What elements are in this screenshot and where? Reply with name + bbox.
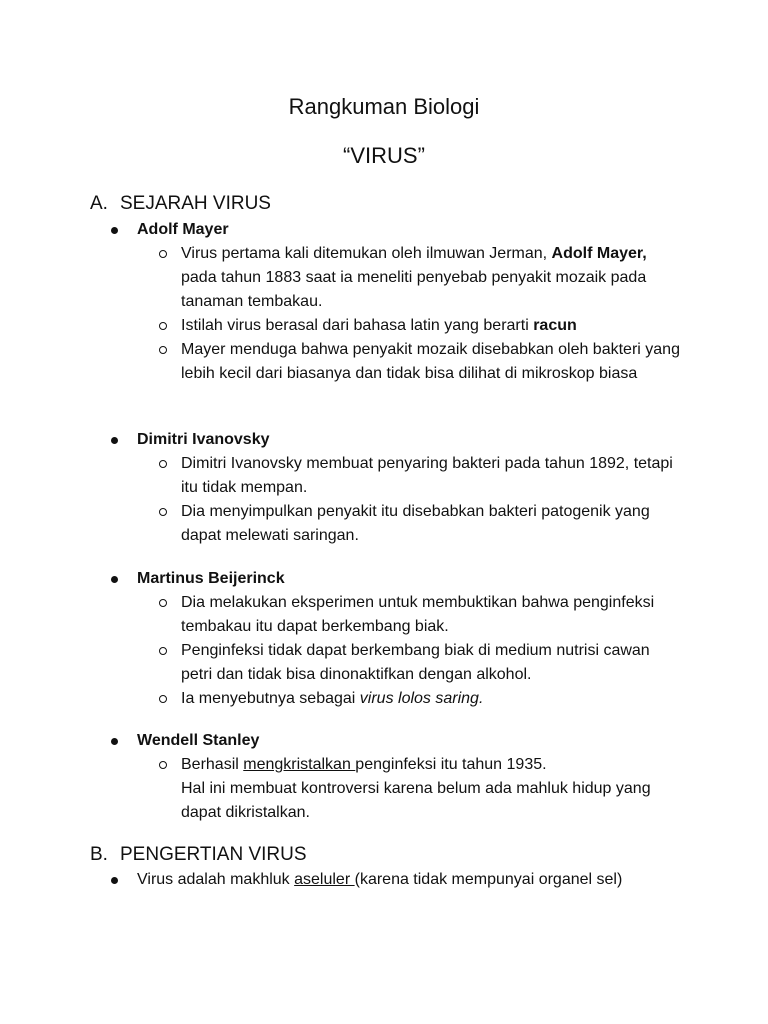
sub-list-item <box>0 639 681 687</box>
list-item <box>0 428 768 452</box>
text-run: Dia menyimpulkan penyakit itu disebabkan bakteri patogenik yang dapat melewati saringan. <box>181 503 650 544</box>
list-item <box>0 567 768 591</box>
sub-list-item <box>0 242 681 314</box>
circle-bullet-icon <box>159 460 167 468</box>
text-run: Mayer menduga bahwa penyakit mozaik disebabkan oleh bakteri yang lebih kecil dari biasanya dan tidak bisa dilihat di mikroskop biasa <box>181 341 680 382</box>
bullet-icon <box>111 576 118 583</box>
list-item <box>0 218 768 242</box>
section-b-heading <box>90 843 307 867</box>
circle-bullet-icon <box>159 695 167 703</box>
sub-list-item <box>0 338 681 386</box>
text-run: Dia melakukan eksperimen untuk membuktikan bahwa penginfeksi tembakau itu dapat berkembang biak. <box>181 594 655 635</box>
sub-list-item <box>0 452 681 500</box>
entry-name: Adolf Mayer <box>137 221 229 238</box>
list-item <box>0 868 768 892</box>
entry-dimitri-ivanovsky <box>0 428 768 548</box>
sub-list-item <box>0 500 681 548</box>
text-run: Hal ini membuat kontroversi karena belum ada mahluk hidup yang dapat dikristalkan. <box>181 780 651 821</box>
circle-bullet-icon <box>159 508 167 516</box>
entry-name: Martinus Beijerinck <box>137 570 285 587</box>
sub-list-item <box>0 591 681 639</box>
entry-name: Wendell Stanley <box>137 732 260 749</box>
section-b-letter: B. <box>90 844 108 865</box>
text-run: Istilah virus berasal dari bahasa latin yang berarti <box>181 317 534 334</box>
italic-text: virus lolos saring. <box>359 690 484 707</box>
sub-list-item <box>0 753 681 825</box>
entry-wendell-stanley <box>0 729 768 825</box>
bullet-icon <box>111 738 118 745</box>
text-run: Penginfeksi tidak dapat berkembang biak di medium nutrisi cawan petri dan tidak bisa dinonaktifkan dengan alkohol. <box>181 642 650 683</box>
text-run: pada tahun 1883 saat ia meneliti penyebab penyakit mozaik pada tanaman tembakau. <box>181 269 647 310</box>
underlined-text: mengkristalkan <box>243 756 356 773</box>
bold-text: Adolf Mayer, <box>551 245 647 262</box>
section-b-title: PENGERTIAN VIRUS <box>120 844 307 865</box>
bullet-icon <box>111 437 118 444</box>
text-run: (karena tidak mempunyai organel sel) <box>354 871 623 888</box>
section-a-heading <box>90 192 271 216</box>
sub-list-item <box>0 314 681 338</box>
circle-bullet-icon <box>159 322 167 330</box>
bold-text: racun <box>533 317 577 334</box>
text-run: penginfeksi itu tahun 1935. <box>355 756 547 773</box>
underlined-text: aseluler <box>294 871 355 888</box>
text-run: Virus adalah makhluk <box>137 871 295 888</box>
circle-bullet-icon <box>159 599 167 607</box>
entry-adolf-mayer <box>0 218 768 386</box>
bullet-icon <box>111 227 118 234</box>
section-a-letter: A. <box>90 193 108 214</box>
circle-bullet-icon <box>159 250 167 258</box>
list-item <box>0 729 768 753</box>
sub-list-item <box>0 687 681 711</box>
circle-bullet-icon <box>159 761 167 769</box>
entry-name: Dimitri Ivanovsky <box>137 431 270 448</box>
entry-martinus-beijerinck <box>0 567 768 711</box>
text-run: Ia menyebutnya sebagai <box>181 690 360 707</box>
text-run: Dimitri Ivanovsky membuat penyaring bakteri pada tahun 1892, tetapi itu tidak mempan. <box>181 455 673 496</box>
circle-bullet-icon <box>159 346 167 354</box>
text-run: Virus pertama kali ditemukan oleh ilmuwan Jerman, <box>181 245 552 262</box>
document-subtitle: “VIRUS” <box>343 143 425 168</box>
section-a-title: SEJARAH VIRUS <box>120 193 271 214</box>
text-run: Berhasil <box>181 756 244 773</box>
section-b-list <box>0 868 768 892</box>
circle-bullet-icon <box>159 647 167 655</box>
bullet-icon <box>111 877 118 884</box>
document-title: Rangkuman Biologi <box>288 94 480 119</box>
